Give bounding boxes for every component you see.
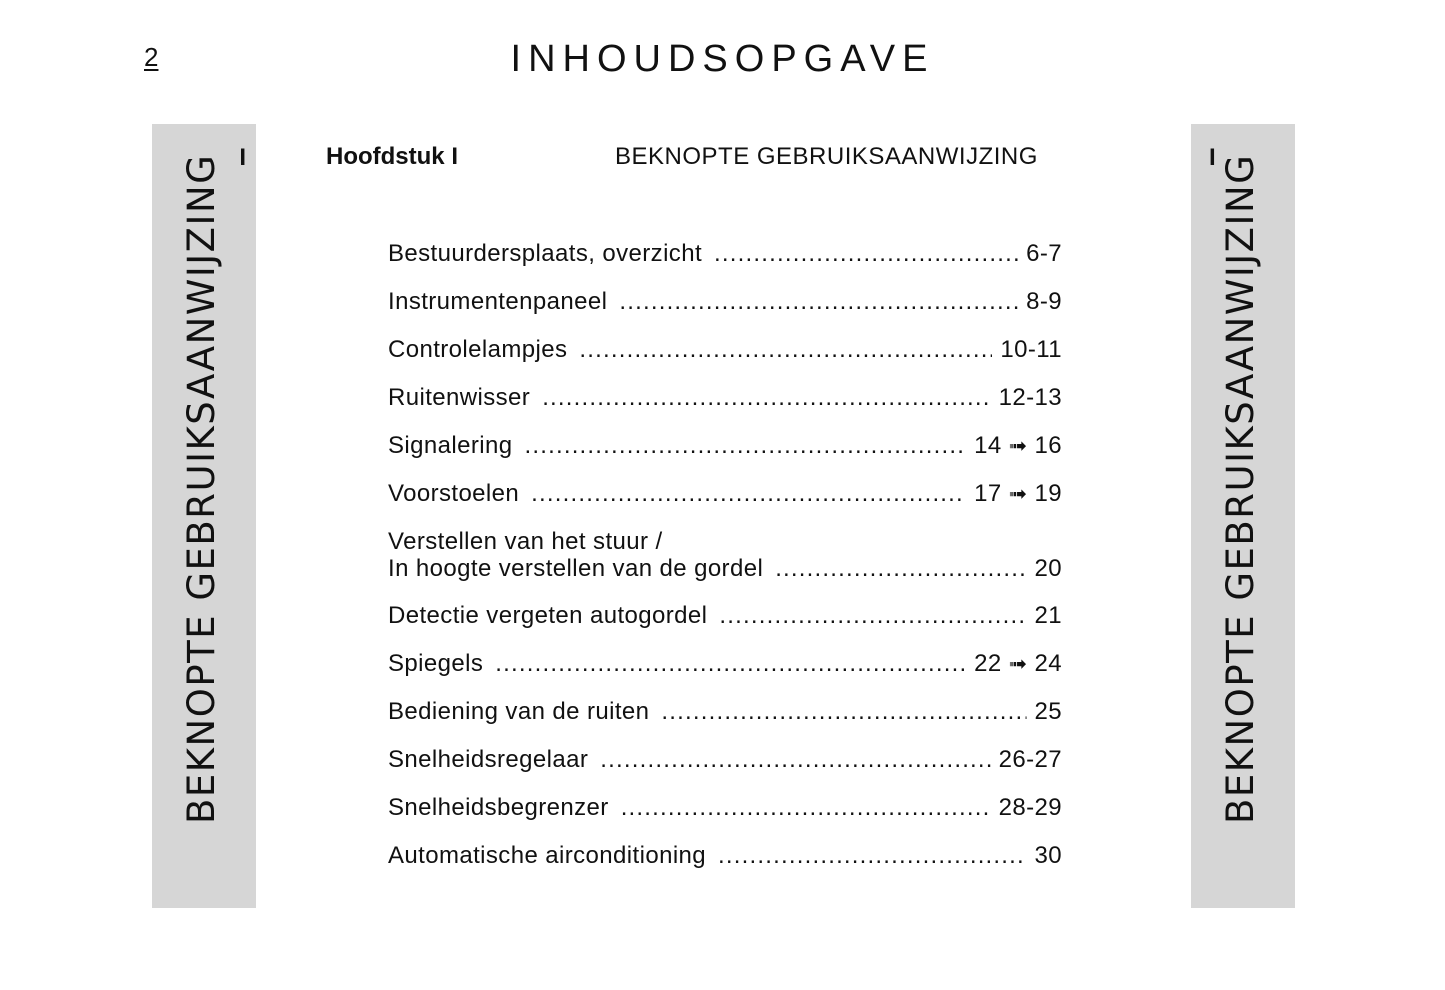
toc-leader-dots <box>531 480 966 507</box>
toc-entry-pages: 30 <box>1034 842 1062 869</box>
toc-leader-dots <box>714 240 1018 267</box>
toc-entry[interactable] <box>388 288 1062 315</box>
toc-entry-title-line1: Verstellen van het stuur / <box>388 528 663 555</box>
toc-leader-dots <box>619 288 1018 315</box>
toc-entry[interactable] <box>388 794 1062 821</box>
toc-entry-pages: 6-7 <box>1026 240 1062 267</box>
toc-entry-title: Signalering <box>388 432 513 459</box>
page-from: 22 <box>974 650 1002 677</box>
toc-entry-title: Snelheidsregelaar <box>388 746 589 773</box>
page-to: 19 <box>1034 480 1062 507</box>
page-number: 2 <box>144 42 159 72</box>
page-to: 24 <box>1034 650 1062 677</box>
right-tab-roman-numeral: I <box>1209 144 1216 171</box>
toc-entry[interactable] <box>388 432 1062 459</box>
toc-leader-dots <box>661 698 1026 725</box>
toc-entry-title: Voorstoelen <box>388 480 520 507</box>
toc-entry-title: Spiegels <box>388 650 484 677</box>
left-tab-roman-numeral: I <box>239 144 246 171</box>
toc-leader-dots <box>621 794 991 821</box>
toc-entry[interactable] <box>388 842 1062 869</box>
toc-entry[interactable] <box>388 746 1062 773</box>
arrow-right-icon: ➟ <box>1008 651 1028 676</box>
page-to: 16 <box>1034 432 1062 459</box>
left-section-tab <box>152 124 256 908</box>
toc-leader-dots <box>600 746 990 773</box>
toc-entry-pages: 20 <box>1034 555 1062 582</box>
toc-entry[interactable] <box>388 336 1062 363</box>
page-from: 14 <box>974 432 1002 459</box>
toc-entry-title: Bestuurdersplaats, overzicht <box>388 240 703 267</box>
toc-leader-dots <box>719 602 1026 629</box>
page-from: 17 <box>974 480 1002 507</box>
toc-leader-dots <box>542 384 990 411</box>
toc-entry-title: Instrumentenpaneel <box>388 288 608 315</box>
toc-entry[interactable] <box>388 240 1062 267</box>
arrow-right-icon: ➟ <box>1008 481 1028 506</box>
toc-leader-dots <box>718 842 1026 869</box>
right-section-tab <box>1191 124 1295 908</box>
toc-entry-pages <box>974 650 1062 677</box>
toc-leader-dots <box>495 650 966 677</box>
toc-entry-pages <box>974 432 1062 459</box>
toc-entry[interactable] <box>388 528 1062 582</box>
toc-entry-title: Detectie vergeten autogordel <box>388 602 708 629</box>
chapter-title: BEKNOPTE GEBRUIKSAANWIJZING <box>615 143 1038 170</box>
toc-entry-pages: 21 <box>1034 602 1062 629</box>
toc-entry[interactable] <box>388 650 1062 677</box>
toc-entry-pages: 28-29 <box>998 794 1062 821</box>
toc-entry[interactable] <box>388 480 1062 507</box>
arrow-right-icon: ➟ <box>1008 433 1028 458</box>
toc-entry-pages: 10-11 <box>1000 336 1062 363</box>
toc-entry-pages: 8-9 <box>1026 288 1062 315</box>
toc-entry-title: Controlelampjes <box>388 336 568 363</box>
toc-entry-title: Snelheidsbegrenzer <box>388 794 609 821</box>
toc-leader-dots <box>775 555 1026 582</box>
toc-entry-title: Ruitenwisser <box>388 384 531 411</box>
toc-entry[interactable] <box>388 602 1062 629</box>
toc-entry-title: Automatische airconditioning <box>388 842 707 869</box>
toc-entry-title: Bediening van de ruiten <box>388 698 650 725</box>
toc-leader-dots <box>524 432 966 459</box>
toc-entry-pages <box>974 480 1062 507</box>
chapter-label: Hoofdstuk I <box>326 143 458 170</box>
toc-entry[interactable] <box>388 698 1062 725</box>
toc-entry-title: In hoogte verstellen van de gordel <box>388 555 764 582</box>
toc-entry-pages: 25 <box>1034 698 1062 725</box>
toc-entry-pages: 26-27 <box>998 746 1062 773</box>
toc-leader-dots <box>579 336 992 363</box>
page-title: INHOUDSOPGAVE <box>510 38 935 80</box>
right-tab-vertical-label: BEKNOPTE GEBRUIKSAANWIJZING <box>1219 153 1262 824</box>
toc-entry-pages: 12-13 <box>998 384 1062 411</box>
left-tab-vertical-label: BEKNOPTE GEBRUIKSAANWIJZING <box>180 153 223 824</box>
toc-entry[interactable] <box>388 384 1062 411</box>
